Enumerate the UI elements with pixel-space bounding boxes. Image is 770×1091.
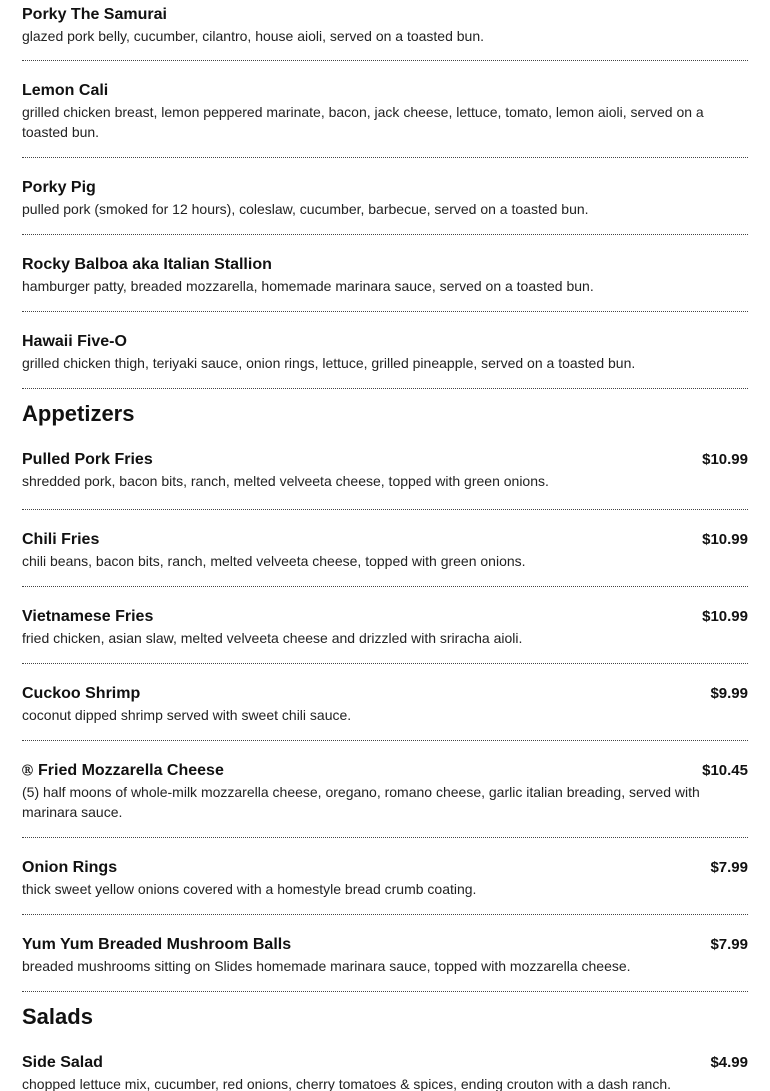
menu-list	[22, 4, 748, 1091]
section-title-appetizers: Appetizers	[22, 401, 135, 426]
menu-item[interactable]	[22, 4, 748, 61]
item-name: Porky Pig	[22, 179, 96, 196]
item-name: Lemon Cali	[22, 82, 109, 99]
item-price: $9.99	[710, 685, 748, 702]
item-price: $10.99	[702, 531, 748, 548]
item-description: grilled chicken breast, lemon peppered marinate, bacon, jack cheese, lettuce, tomato, lemon aioli, served on a toasted bun.	[22, 104, 704, 140]
item-name: Cuckoo Shrimp	[22, 685, 141, 702]
item-description: chili beans, bacon bits, ranch, melted velveeta cheese, topped with green onions.	[22, 553, 526, 569]
menu-item[interactable]	[22, 741, 748, 838]
item-description: grilled chicken thigh, teriyaki sauce, onion rings, lettuce, grilled pineapple, served on a toasted bun.	[22, 355, 636, 371]
item-description: fried chicken, asian slaw, melted velveeta cheese and drizzled with sriracha aioli.	[22, 630, 523, 646]
item-name: Vietnamese Fries	[22, 608, 154, 625]
item-description: pulled pork (smoked for 12 hours), coleslaw, cucumber, barbecue, served on a toasted bun.	[22, 201, 589, 217]
item-name: Rocky Balboa aka Italian Stallion	[22, 256, 272, 273]
menu-item[interactable]	[22, 1042, 748, 1091]
menu-item[interactable]	[22, 158, 748, 235]
item-name: Yum Yum Breaded Mushroom Balls	[22, 936, 292, 953]
item-name: Porky The Samurai	[22, 6, 167, 23]
menu-item[interactable]	[22, 312, 748, 389]
menu-item[interactable]	[22, 915, 748, 992]
item-description: hamburger patty, breaded mozzarella, homemade marinara sauce, served on a toasted bun.	[22, 278, 594, 294]
menu-item[interactable]	[22, 235, 748, 312]
item-description: coconut dipped shrimp served with sweet chili sauce.	[22, 707, 352, 723]
item-description: thick sweet yellow onions covered with a homestyle bread crumb coating.	[22, 881, 477, 897]
menu-item[interactable]	[22, 838, 748, 915]
menu-item[interactable]	[22, 510, 748, 587]
menu-item[interactable]	[22, 664, 748, 741]
item-description: shredded pork, bacon bits, ranch, melted velveeta cheese, topped with green onions.	[22, 473, 549, 489]
menu-item[interactable]	[22, 439, 748, 510]
vegetarian-icon: Ⓡ	[22, 765, 33, 777]
item-price: $4.99	[710, 1054, 748, 1071]
section-title-salads: Salads	[22, 1004, 93, 1029]
item-name: Hawaii Five-O	[22, 333, 127, 350]
item-price: $10.99	[702, 451, 748, 468]
item-name: Onion Rings	[22, 859, 118, 876]
item-price: $7.99	[710, 859, 748, 876]
item-name: Pulled Pork Fries	[22, 451, 153, 468]
menu-item[interactable]	[22, 587, 748, 664]
item-name: Side Salad	[22, 1054, 103, 1071]
item-description: chopped lettuce mix, cucumber, red onions, cherry tomatoes & spices, ending crouton with a dash ranch.	[22, 1076, 672, 1091]
item-name: Chili Fries	[22, 531, 100, 548]
menu-item[interactable]	[22, 61, 748, 158]
item-price: $7.99	[710, 936, 748, 953]
item-price: $10.45	[702, 762, 748, 779]
item-description: glazed pork belly, cucumber, cilantro, house aioli, served on a toasted bun.	[22, 28, 485, 44]
item-price: $10.99	[702, 608, 748, 625]
item-description: (5) half moons of whole-milk mozzarella cheese, oregano, romano cheese, garlic italian breading, served with marinara sauce.	[22, 784, 700, 820]
item-name: Fried Mozzarella Cheese	[38, 762, 224, 779]
item-description: breaded mushrooms sitting on Slides homemade marinara sauce, topped with mozzarella cheese.	[22, 958, 631, 974]
